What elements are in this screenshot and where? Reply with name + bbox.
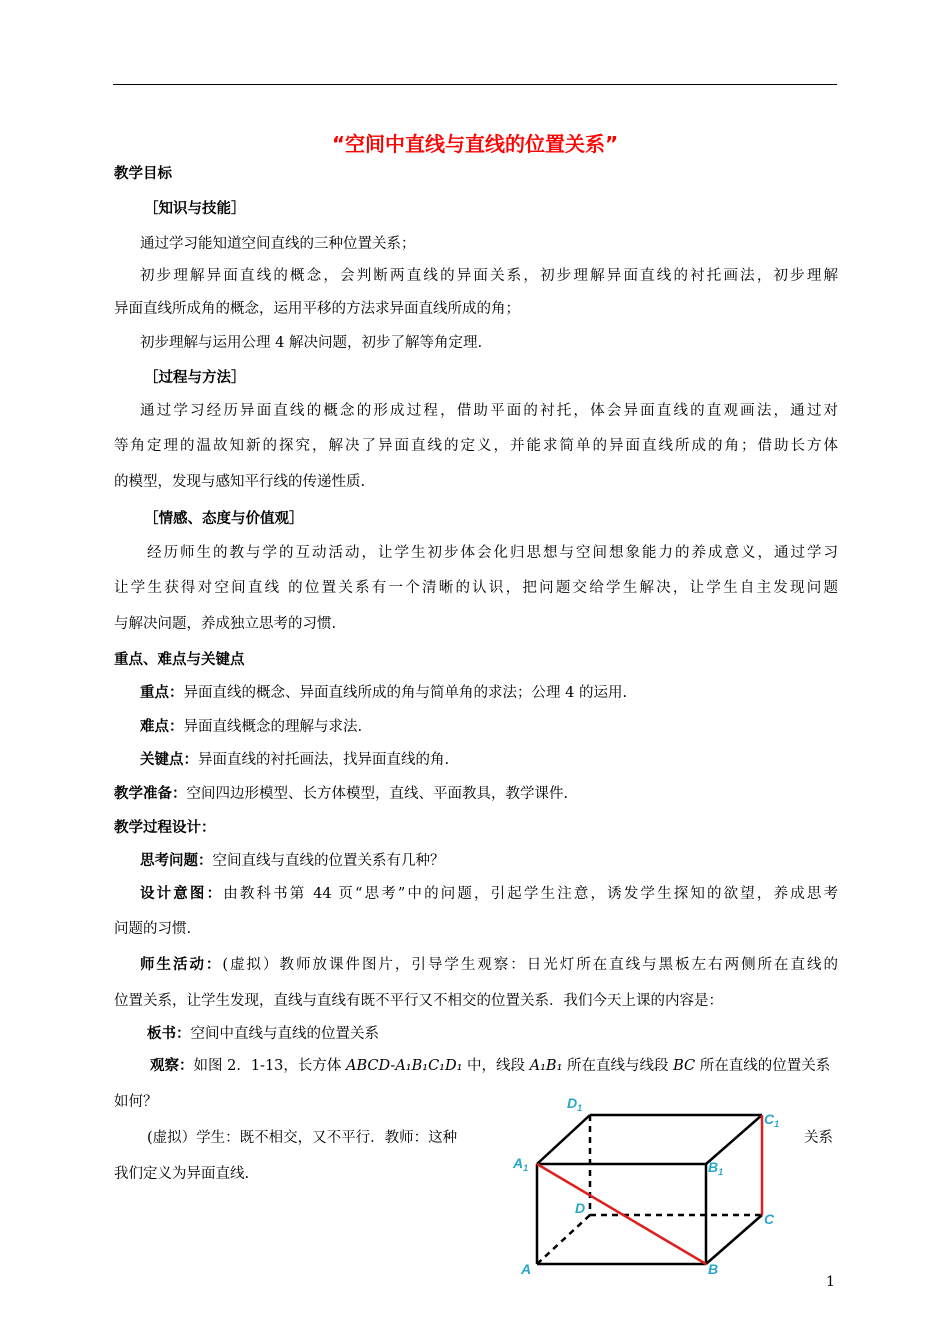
label-c: C bbox=[764, 1211, 775, 1227]
label-a1: $A_1$ bbox=[513, 1155, 529, 1173]
emotion-l2: 让学生获得对空间直线 的位置关系有一个清晰的认识，把问题交给学生解决，让学生自主发现问题 bbox=[114, 580, 838, 596]
observe-seg2: BC bbox=[673, 1058, 696, 1074]
process-l1: 通过学习经历异面直线的概念的形成过程，借助平面的衬托，体会异面直线的直观画法，通过对 bbox=[140, 403, 838, 419]
header-rule bbox=[113, 84, 837, 85]
keypoint-difficulty bbox=[140, 717, 864, 737]
label-b1: $B_1$ bbox=[708, 1159, 724, 1177]
keypoint-crux-label: 关键点： bbox=[140, 752, 198, 768]
observe-text-4: 所在直线的位置关系 bbox=[695, 1058, 831, 1074]
keypoint-difficulty-label: 难点： bbox=[140, 719, 184, 735]
observe-seg1: A₁B₁ bbox=[529, 1058, 563, 1074]
heading-knowledge: ［知识与技能］ bbox=[144, 201, 246, 217]
emotion-l1: 经历师生的教与学的互动活动，让学生初步体会化归思想与空间想象能力的养成意义，通过学习 bbox=[147, 545, 838, 561]
board-text: 空间中直线与直线的位置关系 bbox=[190, 1026, 379, 1042]
knowledge-p2a: 初步理解异面直线的概念，会判断两直线的异面关系，初步理解异面直线的衬托画法，初步理解 bbox=[140, 268, 838, 284]
think-question-label: 思考问题： bbox=[140, 853, 213, 869]
observe-label: 观察： bbox=[150, 1058, 194, 1074]
think-question bbox=[140, 851, 864, 871]
heading-design: 教学过程设计： bbox=[114, 820, 216, 836]
knowledge-p3: 初步理解与运用公理 4 解决问题，初步了解等角定理. bbox=[140, 335, 483, 351]
keypoint-difficulty-text: 异面直线概念的理解与求法. bbox=[183, 719, 363, 735]
board-line bbox=[147, 1024, 871, 1044]
edge-a1d1 bbox=[537, 1115, 590, 1164]
page-number: 1 bbox=[826, 1274, 835, 1290]
label-d1: $D_1$ bbox=[567, 1095, 583, 1113]
keypoint-crux-text: 异面直线的衬托画法，找异面直线的角. bbox=[198, 752, 450, 768]
activity-a bbox=[140, 955, 838, 975]
design-intent-text-a: 由教科书第 44 页“思考”中的问题，引起学生注意，诱发学生探知的欲望，养成思考 bbox=[223, 886, 838, 902]
activity-text-a: (虚拟）教师放课件图片，引导学生观察：日光灯所在直线与黑板左右两侧所在直线的 bbox=[222, 957, 838, 973]
process-l2: 等角定理的温故知新的探究，解决了异面直线的定义，并能求简单的异面直线所成的角；借助长方体 bbox=[114, 438, 838, 454]
edge-bc bbox=[706, 1215, 762, 1264]
teaching-prep-text: 空间四边形模型、长方体模型，直线、平面教具，教学课件. bbox=[186, 786, 569, 802]
teaching-prep-label: 教学准备： bbox=[114, 786, 187, 802]
heading-process: ［过程与方法］ bbox=[144, 370, 246, 386]
teaching-prep bbox=[114, 784, 838, 804]
edge-b1c1 bbox=[706, 1115, 762, 1164]
keypoint-key-label: 重点： bbox=[140, 685, 184, 701]
design-intent-label: 设计意图： bbox=[140, 886, 224, 902]
knowledge-p2b: 异面直线所成角的概念，运用平移的方法求异面直线所成的角； bbox=[114, 301, 520, 317]
observe-text-1: 如图 2．1-13，长方体 bbox=[193, 1058, 347, 1074]
board-label: 板书： bbox=[147, 1026, 191, 1042]
activity-label: 师生活动： bbox=[140, 957, 223, 973]
activity-b: 位置关系，让学生发现，直线与直线有既不平行又不相交的位置关系．我们今天上课的内容是： bbox=[114, 993, 723, 1009]
think-question-text: 空间直线与直线的位置关系有几种？ bbox=[212, 853, 445, 869]
observe-box-name: ABCD-A₁B₁C₁D₁ bbox=[346, 1058, 463, 1074]
design-intent-a bbox=[140, 884, 838, 904]
process-l3: 的模型，发现与感知平行线的传递性质. bbox=[114, 474, 366, 490]
keypoint-crux bbox=[140, 750, 864, 770]
page-title: “空间中直线与直线的位置关系” bbox=[331, 132, 619, 156]
label-a: A bbox=[521, 1261, 532, 1277]
knowledge-p1: 通过学习能知道空间直线的三种位置关系； bbox=[140, 236, 416, 252]
heading-keypoints: 重点、难点与关键点 bbox=[114, 652, 245, 668]
cuboid-figure bbox=[505, 1088, 805, 1288]
heading-emotion: ［情感、态度与价值观］ bbox=[144, 511, 304, 527]
student-line-a: (虚拟）学生：既不相交，又不平行．教师：这种 bbox=[147, 1130, 458, 1146]
emotion-l3: 与解决问题，养成独立思考的习惯. bbox=[114, 616, 337, 632]
label-b: B bbox=[708, 1261, 719, 1277]
heading-objectives: 教学目标 bbox=[114, 166, 172, 182]
keypoint-key bbox=[140, 683, 864, 703]
cuboid-edges bbox=[537, 1115, 762, 1264]
observe-text-3: 所在直线与线段 bbox=[562, 1058, 674, 1074]
student-line-a-tail: 关系 bbox=[804, 1130, 833, 1146]
edge-ad-hidden bbox=[537, 1215, 590, 1264]
label-d: D bbox=[575, 1200, 586, 1216]
design-intent-b: 问题的习惯. bbox=[114, 921, 192, 937]
student-line-b: 我们定义为异面直线. bbox=[114, 1166, 250, 1182]
observe-b: 如何？ bbox=[114, 1094, 158, 1110]
observe-line bbox=[150, 1056, 874, 1076]
observe-text-2: 中，线段 bbox=[462, 1058, 530, 1074]
keypoint-key-text: 异面直线的概念、异面直线所成的角与简单角的求法；公理 4 的运用. bbox=[183, 685, 628, 701]
label-c1: $C_1$ bbox=[764, 1111, 780, 1129]
